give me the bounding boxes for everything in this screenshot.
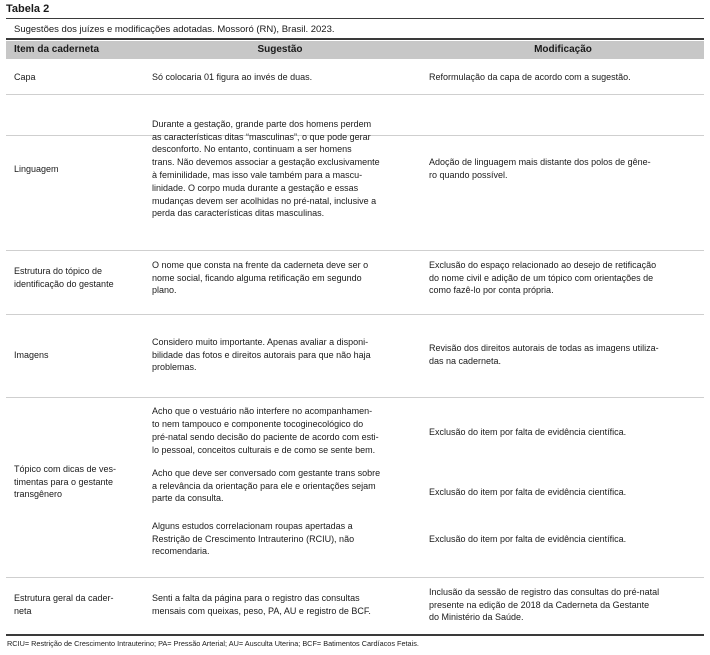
item-cell-line: Imagens xyxy=(14,349,49,360)
suggestion-cell-line: Restrição de Crescimento Intrauterino (RCIU), não xyxy=(152,533,355,544)
suggestion-cell-line: as características ditas “masculinas”, o que pode gerar xyxy=(152,131,371,142)
suggestion-cell-line: lo pessoal, conceitos culturais e de como se sente bem. xyxy=(152,444,376,455)
table-caption: Sugestões dos juízes e modificações adotadas. Mossoró (RN), Brasil. 2023. xyxy=(14,24,335,35)
modification-cell-line: presente na edição de 2018 da Caderneta da Gestante xyxy=(429,599,650,610)
item-cell-line: Estrutura geral da cader- xyxy=(14,593,114,604)
suggestion-cell-line: O nome que consta na frente da caderneta deve ser o xyxy=(152,259,369,270)
suggestion-cell-line: parte da consulta. xyxy=(152,493,224,504)
suggestion-cell-line: Só colocaria 01 figura ao invés de duas. xyxy=(152,71,313,82)
caption-rule xyxy=(6,38,704,40)
column-header-modification: Modificação xyxy=(534,44,592,55)
suggestion-cell-line: to nem tampouco e componente tocoginecológico do xyxy=(152,419,364,430)
column-header-item: Item da caderneta xyxy=(14,44,100,55)
item-cell-line: Linguagem xyxy=(14,163,59,174)
suggestion-cell-line: perda das características ditas masculinas. xyxy=(152,208,325,219)
suggestion-cell-line: Acho que deve ser conversado com gestante trans sobre xyxy=(152,467,381,478)
modification-cell-line: do nome civil e adição de um tópico com orientações de xyxy=(429,272,654,283)
item-cell-line: timentas para o gestante xyxy=(14,476,114,487)
item-cell-line: Capa xyxy=(14,71,36,82)
suggestion-cell-line: Alguns estudos correlacionam roupas apertadas a xyxy=(152,520,353,531)
suggestion-cell-line: trans. Não devemos associar a gestação exclusivamente xyxy=(152,157,380,168)
suggestion-cell-line: problemas. xyxy=(152,362,197,373)
modification-cell-line: Adoção de linguagem mais distante dos polos de gêne- xyxy=(429,157,651,168)
row-separator xyxy=(6,94,704,95)
suggestion-cell-line: Considero muito importante. Apenas avaliar a disponi- xyxy=(152,336,369,347)
suggestion-cell-line: pré-natal sendo decisão do paciente de acordo com esti- xyxy=(152,432,379,442)
item-cell-line: identificação do gestante xyxy=(14,279,114,289)
row-separator xyxy=(6,397,704,398)
row-separator xyxy=(6,314,704,315)
suggestion-cell-line: a relevância da orientação para ele e orientações sejam xyxy=(152,480,376,491)
modification-cell-line: Reformulação da capa de acordo com a sugestão. xyxy=(429,71,631,82)
suggestion-cell-line: Durante a gestação, grande parte dos homens perdem xyxy=(152,118,372,129)
top-rule xyxy=(6,18,704,19)
item-cell-line: Estrutura do tópico de xyxy=(14,266,103,277)
modification-cell-line: Exclusão do item por falta de evidência científica. xyxy=(429,533,627,544)
suggestion-cell-line: Senti a falta da página para o registro das consultas xyxy=(152,593,360,604)
row-separator xyxy=(6,250,704,251)
modification-cell-line: Exclusão do item por falta de evidência científica. xyxy=(429,486,627,497)
suggestion-cell-line: mudanças devem ser acolhidas no pré-natal, inclusive a xyxy=(152,195,377,206)
suggestion-cell-line: Acho que o vestuário não interfere no acompanhamen- xyxy=(152,406,373,417)
modification-cell-line: Exclusão do item por falta de evidência científica. xyxy=(429,426,627,437)
column-header-suggestion: Sugestão xyxy=(257,44,303,55)
suggestion-cell-line: nome social, ficando alguma retificação em segundo xyxy=(152,272,362,283)
modification-cell-line: ro quando possível. xyxy=(429,170,508,180)
suggestion-cell-line: plano. xyxy=(152,285,177,296)
table-label: Tabela 2 xyxy=(6,3,50,15)
row-separator xyxy=(6,577,704,578)
suggestion-cell-line: à feminilidade, mas isso vale também para a mascu- xyxy=(152,170,363,180)
suggestion-cell-line: desconforto. No entanto, continuam a ser homens xyxy=(152,144,352,155)
suggestion-cell-line: bilidade das fotos e direitos autorais para que não haja xyxy=(152,349,371,360)
item-cell-line: neta xyxy=(14,606,32,616)
suggestion-cell-line: linidade. O corpo muda durante a gestação e essas xyxy=(152,182,359,193)
item-cell-line: Tópico com dicas de ves- xyxy=(14,463,117,474)
modification-cell-line: Inclusão da sessão de registro das consultas do pré-natal xyxy=(429,586,660,597)
modification-cell-line: Revisão dos direitos autorais de todas as imagens utiliza- xyxy=(429,343,659,354)
modification-cell-line: das na caderneta. xyxy=(429,356,502,366)
modification-cell-line: Exclusão do espaço relacionado ao desejo de retificação xyxy=(429,259,657,270)
table-footnote: RCIU= Restrição de Crescimento Intrauterino; PA= Pressão Arterial; AU= Ausculta Uterina; BCF= Batimentos Cardíacos Fetais. xyxy=(7,639,419,648)
suggestion-cell-line: recomendaria. xyxy=(152,546,210,557)
suggestion-cell-line: mensais com queixas, peso, PA, AU e registro de BCF. xyxy=(152,606,371,616)
modification-cell-line: como fazê-lo por conta própria. xyxy=(429,285,554,296)
item-cell-line: transgênero xyxy=(14,489,63,500)
bottom-rule xyxy=(6,634,704,636)
modification-cell-line: do Ministério da Saúde. xyxy=(429,612,524,623)
